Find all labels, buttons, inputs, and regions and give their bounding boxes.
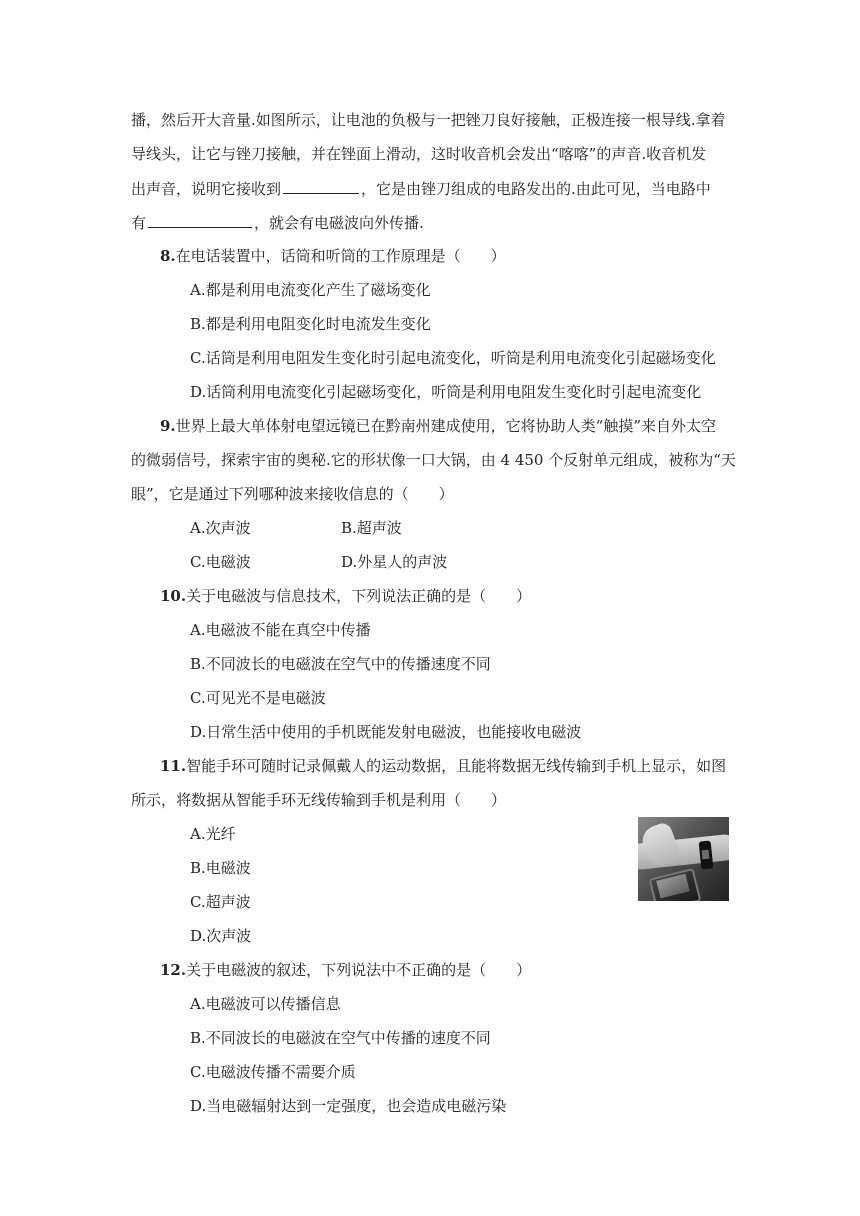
question-10-option-a[interactable]: A.电磁波不能在真空中传播 — [190, 621, 371, 639]
question-10-option-c[interactable]: C.可见光不是电磁波 — [190, 689, 326, 707]
answer-blank-1[interactable] — [283, 178, 359, 194]
question-12-text: 关于电磁波的叙述，下列说法中不正确的是（ ） — [186, 961, 532, 979]
intro-line-3-before: 出声音，说明它接收到 — [131, 180, 282, 198]
question-10-number: 10. — [160, 587, 187, 605]
question-12-stem — [160, 960, 531, 980]
question-11-stem-1 — [160, 756, 726, 776]
intro-line-4-after: ，就会有电磁波向外传播. — [254, 214, 424, 232]
question-9-stem-2: 的微弱信号，探索宇宙的奥秘.它的形状像一口大锅，由 4 450 个反射单元组成，被称为“天 — [131, 451, 736, 469]
question-11-number: 11. — [160, 757, 187, 775]
intro-line-1: 播，然后开大音量.如图所示，让电池的负极与一把锉刀良好接触，正极连接一根导线.拿着 — [131, 111, 726, 129]
question-9-text-1: 世界上最大单体射电望远镜已在黔南州建成使用，它将协助人类“触摸”来自外太空 — [175, 417, 717, 435]
intro-line-3 — [131, 178, 711, 199]
question-8-option-d[interactable]: D.话筒利用电流变化引起磁场变化，听筒是利用电阻发生变化时引起电流变化 — [190, 383, 702, 401]
intro-line-2: 导线头，让它与锉刀接触，并在锉面上滑动，这时收音机会发出“喀喀”的声音.收音机发 — [131, 145, 707, 163]
question-10-option-d[interactable]: D.日常生活中使用的手机既能发射电磁波，也能接收电磁波 — [190, 723, 582, 741]
question-10-text: 关于电磁波与信息技术，下列说法正确的是（ ） — [186, 587, 532, 605]
question-12-option-d[interactable]: D.当电磁辐射达到一定强度，也会造成电磁污染 — [190, 1097, 507, 1115]
intro-line-4 — [131, 212, 424, 233]
question-11-text-1: 智能手环可随时记录佩戴人的运动数据，且能将数据无线传输到手机上显示，如图 — [186, 757, 727, 775]
intro-line-4-before: 有 — [131, 214, 147, 232]
question-8-number: 8. — [160, 247, 176, 265]
smart-band-photo — [638, 817, 729, 901]
question-11-option-a[interactable]: A.光纤 — [190, 825, 236, 843]
question-9-option-a[interactable]: A.次声波 — [190, 519, 251, 537]
question-12-option-b[interactable]: B.不同波长的电磁波在空气中传播的速度不同 — [190, 1029, 491, 1047]
question-8-option-b[interactable]: B.都是利用电阻变化时电流发生变化 — [190, 315, 431, 333]
question-9-stem-1 — [160, 416, 716, 436]
photo-wristband-screen — [702, 850, 710, 860]
question-10-option-b[interactable]: B.不同波长的电磁波在空气中的传播速度不同 — [190, 655, 491, 673]
question-8-option-c[interactable]: C.话筒是利用电阻发生变化时引起电流变化，听筒是利用电流变化引起磁场变化 — [190, 349, 716, 367]
question-11-option-c[interactable]: C.超声波 — [190, 893, 251, 911]
answer-blank-2[interactable] — [148, 212, 252, 228]
question-9-number: 9. — [160, 417, 176, 435]
question-9-option-c[interactable]: C.电磁波 — [190, 553, 251, 571]
question-12-number: 12. — [160, 961, 187, 979]
question-12-option-c[interactable]: C.电磁波传播不需要介质 — [190, 1063, 356, 1081]
question-9-stem-3: 眼”，它是通过下列哪种波来接收信息的（ ） — [131, 485, 454, 503]
question-9-option-b[interactable]: B.超声波 — [341, 519, 402, 537]
question-11-option-b[interactable]: B.电磁波 — [190, 859, 251, 877]
intro-line-3-after: ，它是由锉刀组成的电路发出的.由此可见，当电路中 — [361, 180, 711, 198]
question-12-option-a[interactable]: A.电磁波可以传播信息 — [190, 995, 341, 1013]
question-10-stem — [160, 586, 531, 606]
question-8-option-a[interactable]: A.都是利用电流变化产生了磁场变化 — [190, 281, 431, 299]
question-11-stem-2: 所示，将数据从智能手环无线传输到手机是利用（ ） — [131, 791, 507, 809]
question-8-text: 在电话装置中，话筒和听筒的工作原理是（ ） — [175, 247, 506, 265]
question-11-option-d[interactable]: D.次声波 — [190, 927, 252, 945]
question-9-option-d[interactable]: D.外星人的声波 — [341, 553, 448, 571]
question-8-stem — [160, 246, 506, 266]
